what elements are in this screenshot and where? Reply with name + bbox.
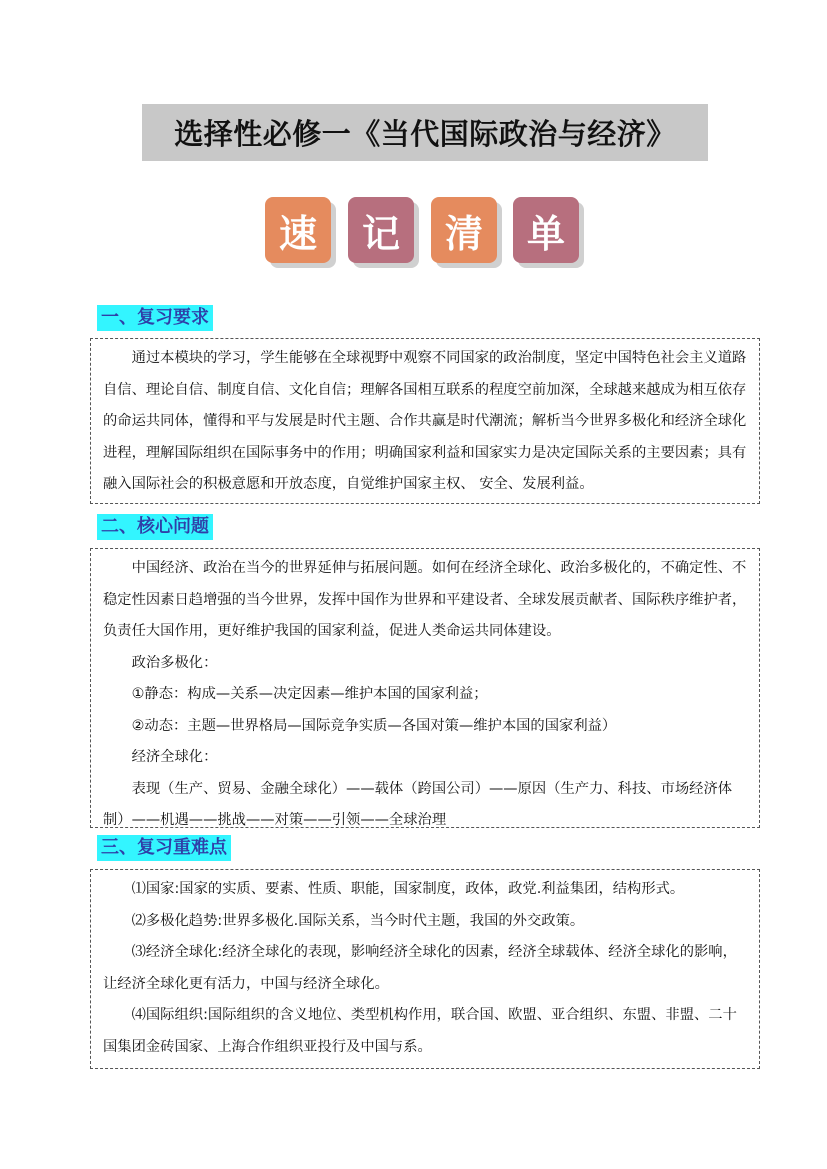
tile-ji: 记 <box>348 197 414 263</box>
document-title: 选择性必修一《当代国际政治与经济》 <box>142 104 708 161</box>
section-heading-requirements: 一、复习要求 <box>97 305 213 331</box>
section-heading-core-issues: 二、核心问题 <box>97 514 213 540</box>
section-heading-key-points: 三、复习重难点 <box>97 835 231 861</box>
multipolar-label: 政治多极化： <box>131 654 218 671</box>
section-box-key-points <box>90 869 760 1069</box>
memo-tiles <box>0 193 827 273</box>
key-point-multipolarity: ⑵多极化趋势:世界多极化.国际关系，当今时代主题，我国的外交政策。 <box>131 912 585 929</box>
tile-qing: 清 <box>431 197 497 263</box>
core-issues-paragraph: 中国经济、政治在当今的世界延伸与拓展问题。如何在经济全球化、政治多极化的，不确定性、不稳定性因素日趋增强的当今世界，发挥中国作为世界和平建设者、全球发展贡献者、国际秩序维护者，负责任大国作用，更好维护我国的国家利益，促进人类命运共同体建设。 <box>103 560 747 639</box>
multipolar-dynamic: ②动态：主题—世界格局—国际竞争实质—各国对策—维护本国的国家利益） <box>131 717 617 734</box>
key-point-globalization: ⑶经济全球化:经济全球化的表现，影响经济全球化的因素，经济全球载体、经济全球化的影响，让经济全球化更有活力，中国与经济全球化。 <box>103 944 737 992</box>
globalization-chain: 表现（生产、贸易、金融全球化）——载体（跨国公司）——原因（生产力、科技、市场经济体制）——机遇——挑战——对策——引领——全球治理 <box>103 780 733 828</box>
requirements-paragraph: 通过本模块的学习，学生能够在全球视野中观察不同国家的政治制度，坚定中国特色社会主义道路自信、理论自信、制度自信、文化自信；理解各国相互联系的程度空前加深，全球越来越成为相互依存的命运共同体，懂得和平与发展是时代主题、合作共赢是时代潮流；解析当今世界多极化和经济全球化进程，理解国际组织在国际事务中的作用；明确国家利益和国家实力是决定国际关系的主要因素；具有融入国际社会的积极意愿和开放态度，自觉维护国家主权、 安全、发展利益。 <box>103 350 747 492</box>
tile-su: 速 <box>265 197 331 263</box>
multipolar-static: ①静态：构成—关系—决定因素—维护本国的国家利益； <box>131 686 488 702</box>
key-point-state: ⑴国家:国家的实质、要素、性质、职能，国家制度，政体，政党.利益集团，结构形式。 <box>131 881 685 897</box>
section-box-requirements <box>90 338 760 504</box>
tile-dan: 单 <box>513 197 579 263</box>
section-box-core-issues <box>90 548 760 828</box>
key-point-international-orgs: ⑷国际组织:国际组织的含义地位、类型机构作用，联合国、欧盟、亚合组织、东盟、非盟、二十国集团金砖国家、上海合作组织亚投行及中国与系。 <box>103 1007 737 1055</box>
globalization-label: 经济全球化： <box>131 749 218 765</box>
